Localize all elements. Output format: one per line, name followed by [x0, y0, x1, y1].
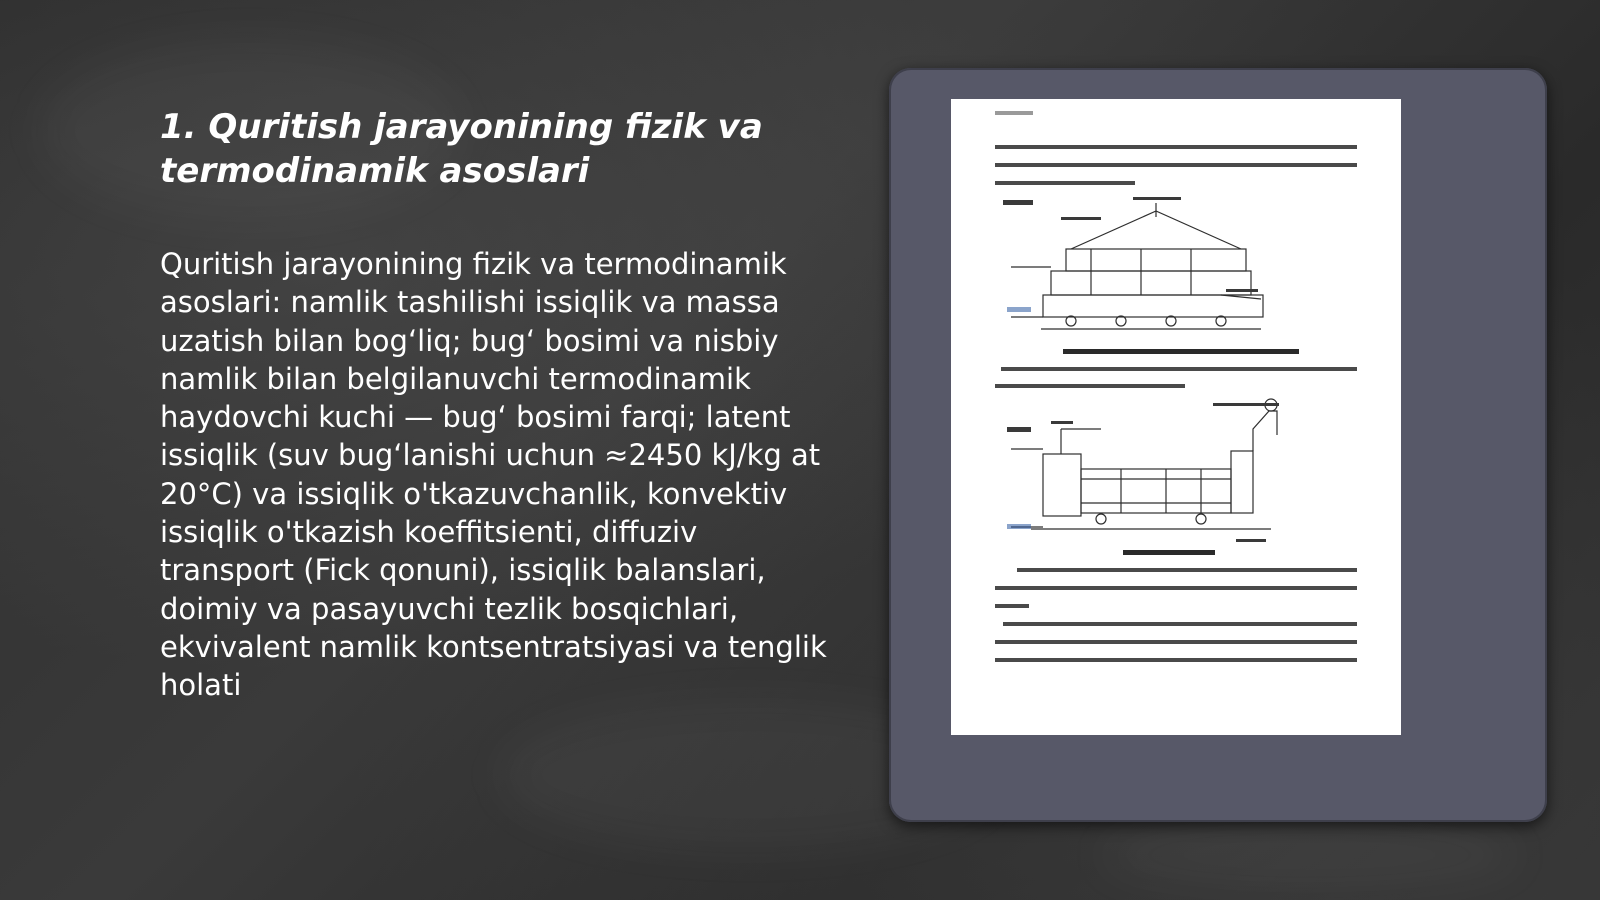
- chalk-smudge: [1100, 820, 1520, 890]
- slide-title: 1. Quritish jarayonining fizik va termodinamik asoslari: [160, 107, 763, 191]
- scanned-page-illustration: [951, 99, 1401, 735]
- image-frame: [889, 68, 1547, 822]
- scanned-textbook-page-image: [951, 99, 1401, 735]
- slide-body-text: Quritish jarayonining fizik va termodinamik asoslari: namlik tashilishi issiqlik va massa uzatish bilan bog‘liq; bug‘ bosimi va nisbiy namlik bilan belgilanuvchi termodinamik haydovchi kuchi — bug‘ bosimi farqi; latent issiqlik (suv bug‘lanishi uchun ≈2450 kJ/kg at 20°C) va issiqlik o'tkazuvchanlik, konvektiv issiqlik o'tkazish koeffitsienti, diffuziv transport (Fick qonuni), issiqlik balanslari, doimiy va pasayuvchi tezlik bosqichlari, ekvivalent namlik kontsentratsiyasi va tenglik holati: [160, 247, 827, 703]
